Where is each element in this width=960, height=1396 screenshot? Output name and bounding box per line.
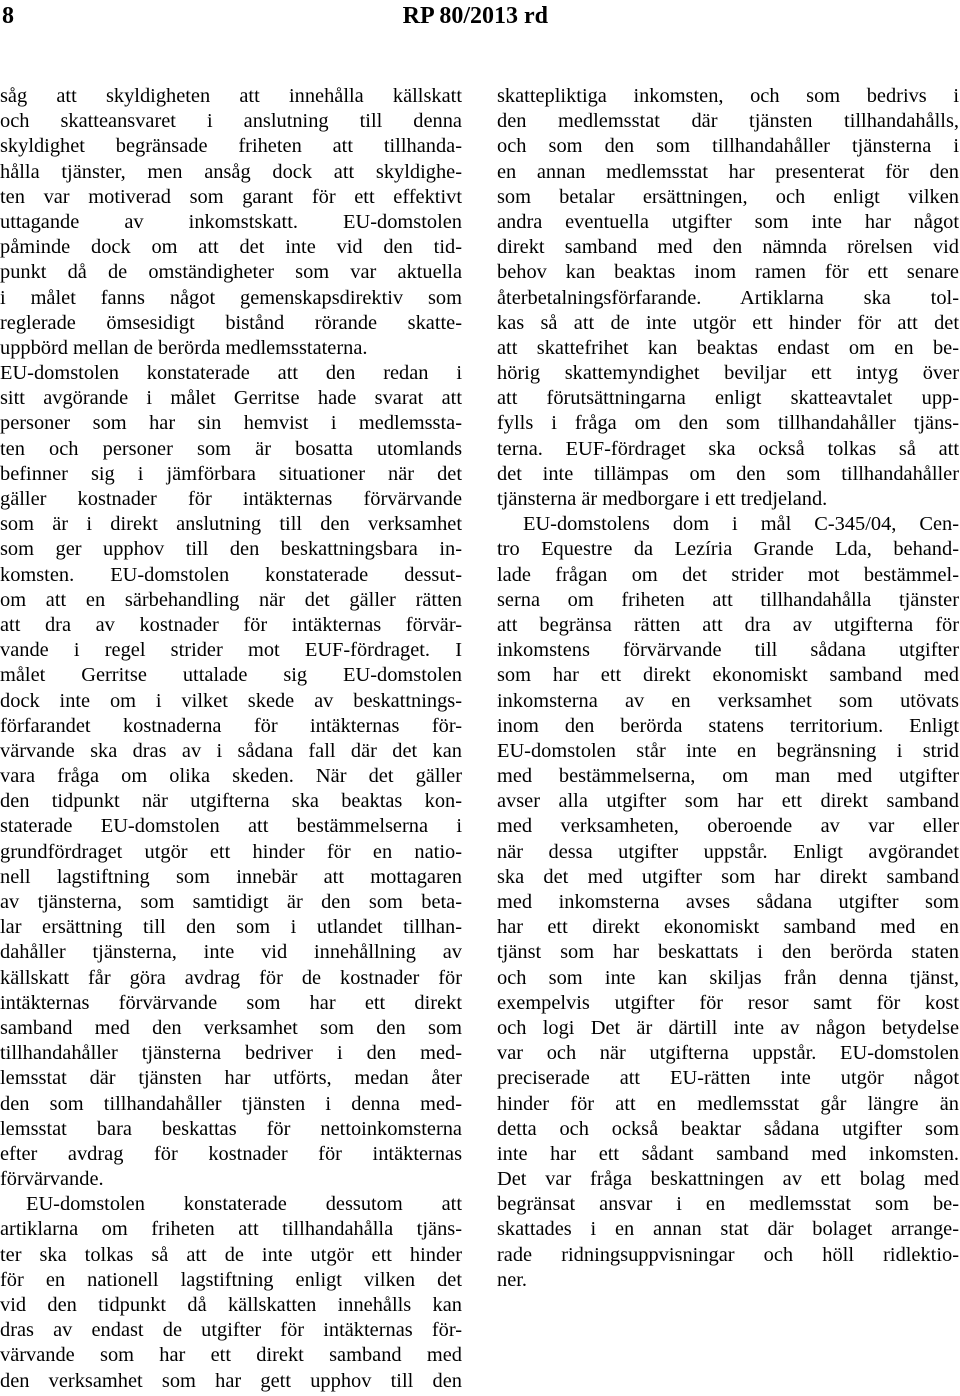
- text-line: förfarandet kostnaderna för intäkternas för-: [0, 714, 462, 737]
- text-line: och logi Det är därtill inte av någon betydelse: [497, 1016, 959, 1039]
- text-line: reglerade ömsesidigt bistånd rörande skatte-: [0, 311, 462, 334]
- text-line: som betalar ersättningen, och enligt vilken: [497, 185, 959, 208]
- text-line: personer som har sin hemvist i medlemssta-: [0, 412, 462, 435]
- text-line: EU-domstolen konstaterade dessutom att: [26, 1193, 462, 1216]
- text-line: att förutsättningarna enligt skatteavtalet upp-: [497, 387, 959, 410]
- text-line: tjänsterna är medborgare i ett tredjeland.: [497, 488, 828, 510]
- text-line: var och när utgifterna uppstår. EU-domstolen: [497, 1042, 959, 1065]
- text-line: serna om friheten att tillhandahålla tjänster: [497, 588, 959, 611]
- text-line: uttagande av inkomstskatt. EU-domstolen: [0, 210, 462, 233]
- text-line: det inte tillämpas om den som tillhandahåller: [497, 462, 959, 485]
- text-line: källskatt får göra avdrag för de kostnader för: [0, 966, 462, 989]
- text-line: ter ska tolkas så att de inte utgör ett hinder: [0, 1243, 462, 1266]
- text-line: om att en särbehandling när det gäller rätten: [0, 588, 462, 611]
- text-line: kas så att de inte utgör ett hinder för att det: [497, 311, 959, 334]
- text-line: lemsstat där tjänsten har utförts, medan åter: [0, 1067, 462, 1090]
- text-line: hinder för att en medlemsstat går längre än: [497, 1092, 959, 1115]
- text-line: avser alla utgifter som har ett direkt samband: [497, 790, 959, 813]
- document-reference: RP 80/2013 rd: [402, 3, 548, 29]
- text-line: den tidpunkt när utgifterna ska beaktas kon-: [0, 790, 462, 813]
- text-line: detta och också beaktar sådana utgifter som: [497, 1117, 959, 1140]
- text-line: nell lagstiftning som innebär att mottagaren: [0, 865, 462, 888]
- text-line: vara fråga om olika skeden. När det gäller: [0, 765, 462, 788]
- text-line: inkomsterna av en verksamhet som utövats: [497, 689, 959, 712]
- text-line: som är i direkt anslutning till den verksamhet: [0, 513, 462, 536]
- text-line: tjänst som har beskattats i den berörda staten: [497, 941, 959, 964]
- text-line: terna. EUF-fördraget ska också tolkas så att: [497, 437, 959, 460]
- text-line: Det var fråga beskattningen av ett bolag med: [497, 1168, 959, 1191]
- text-line: med verksamheten, oberoende av var eller: [497, 815, 959, 838]
- text-line: inkomstens förvärvande till sådana utgifter: [497, 639, 959, 662]
- text-line: andra eventuella utgifter som inte har något: [497, 210, 959, 233]
- text-line: skattades i en annan stat där bolaget arrange-: [497, 1218, 959, 1241]
- text-line: den verksamhet som har gett upphov till den: [0, 1369, 462, 1392]
- text-line: EU-domstolen står inte en begränsning i strid: [497, 739, 959, 762]
- text-line: begränsat ansvar i en medlemsstat som be-: [497, 1193, 959, 1216]
- text-line: med inkomsterna avses sådana utgifter som: [497, 891, 959, 913]
- text-line: tro Equestre da Lezíria Grande Lda, behand-: [497, 538, 959, 561]
- text-line: ska det med utgifter som har direkt samband: [497, 865, 959, 888]
- text-line: exempelvis utgifter för resor samt för kost: [497, 991, 959, 1014]
- text-line: skattepliktiga inkomsten, och som bedrivs i: [497, 85, 959, 107]
- text-line: behov kan beaktas inom ramen för ett senare: [497, 261, 959, 284]
- text-line: intäkternas förvärvande som har ett direkt: [0, 991, 462, 1014]
- text-line: dahåller tjänsterna, inte vid innehållning av: [0, 941, 462, 964]
- text-line: ten var motiverad som garant för ett effektivt: [0, 185, 462, 208]
- text-line: att skattefrihet kan beaktas endast om en be-: [497, 336, 959, 359]
- text-line: målet Gerritse uttalade sig EU-domstolen: [0, 664, 462, 687]
- text-line: lade frågan om det strider mot bestämmel-: [497, 563, 959, 586]
- text-line: med bestämmelserna, om man med utgifter: [497, 765, 959, 788]
- text-line: EU-domstolen konstaterade att den redan i: [0, 362, 462, 385]
- text-line: av tjänsterna, som samtidigt är den som beta-: [0, 891, 462, 913]
- text-line: inom den berörda statens territorium. Enligt: [497, 714, 959, 737]
- text-line: som ger upphov till den beskattningsbara in-: [0, 538, 462, 561]
- text-line: påminde dock om att det inte vid den tid-: [0, 236, 462, 259]
- text-line: värvande ska dras av i sådana fall där det kan: [0, 739, 462, 762]
- text-line: den som tillhandahåller tjänsten i denna med-: [0, 1092, 462, 1115]
- text-line: och skatteansvaret i anslutning till denna: [0, 110, 462, 133]
- text-line: värvande som har ett direkt samband med: [0, 1344, 462, 1367]
- text-line: när dessa utgifter uppstår. Enligt avgörandet: [497, 840, 959, 863]
- text-line: dras av endast de utgifter för intäkternas för-: [0, 1319, 462, 1342]
- text-line: lemsstat bara beskattas för nettoinkomsterna: [0, 1117, 462, 1140]
- text-line: EU-domstolens dom i mål C-345/04, Cen-: [523, 513, 959, 536]
- text-line: att dra av kostnader för intäkternas förvär-: [0, 613, 462, 636]
- text-line: ner.: [497, 1268, 528, 1291]
- text-line: skyldighet begränsade friheten att tillhanda-: [0, 135, 462, 158]
- text-line: dock inte om i vilket skede av beskattnings-: [0, 689, 462, 712]
- text-line: återbetalningsförfarande. Artiklarna ska tol-: [497, 286, 959, 309]
- text-line: och som den som tillhandahåller tjänsterna i: [497, 135, 959, 158]
- text-line: punkt då de omständigheter som var aktuella: [0, 261, 462, 284]
- text-line: inte har ett sådant samband med inkomsten.: [497, 1142, 959, 1165]
- text-line: vid den tidpunkt då källskatten innehålls kan: [0, 1294, 462, 1316]
- text-line: lar ersättning till den som i utlandet tillhan-: [0, 916, 462, 939]
- text-line: har ett direkt ekonomiskt samband med en: [497, 916, 959, 939]
- text-line: den medlemsstat där tjänsten tillhandahålls,: [497, 110, 959, 133]
- text-line: fylls i fråga om den som tillhandahåller tjäns-: [497, 412, 959, 435]
- text-line: för en nationell lagstiftning enligt vilken det: [0, 1268, 462, 1291]
- text-line: grundfördraget utgör ett hinder för en natio-: [0, 840, 462, 863]
- text-line: ten och personer som är bosatta utomlands: [0, 437, 462, 460]
- text-line: hålla tjänster, men ansåg dock att skyldighe-: [0, 160, 462, 183]
- text-line: preciserade att EU-rätten inte utgör något: [497, 1067, 959, 1090]
- text-line: hörig skattemyndighet beviljar ett intyg över: [497, 362, 959, 385]
- text-line: tillhandahåller tjänsterna bedriver i den med-: [0, 1042, 462, 1065]
- text-line: komsten. EU-domstolen konstaterade dessut-: [0, 563, 462, 586]
- text-line: som har ett direkt ekonomiskt samband med: [497, 664, 959, 687]
- text-line: och som inte kan skiljas från denna tjänst,: [497, 966, 959, 989]
- text-line: rade ridningsuppvisningar och höll ridlektio-: [497, 1243, 959, 1266]
- text-line: förvärvande.: [0, 1168, 104, 1191]
- text-line: gäller kostnader för intäkternas förvärvande: [0, 488, 462, 510]
- text-line: en annan medlemsstat har presenterat för den: [497, 160, 959, 183]
- text-line: att begränsa rätten att dra av utgifterna för: [497, 613, 959, 636]
- text-line: direkt samband med den nämnda rörelsen vid: [497, 236, 959, 259]
- text-line: befinner sig i jämförbara situationer när det: [0, 462, 462, 485]
- text-line: staterade EU-domstolen att bestämmelserna i: [0, 815, 462, 838]
- text-line: i målet fanns något gemenskapsdirektiv som: [0, 286, 462, 309]
- text-line: uppbörd mellan de berörda medlemsstaterna.: [0, 336, 368, 359]
- page-number: 8: [2, 3, 14, 29]
- right-text-column: [497, 84, 959, 1293]
- text-line: sitt avgörande i målet Gerritse hade svarat att: [0, 387, 462, 410]
- text-line: såg att skyldigheten att innehålla källskatt: [0, 85, 462, 107]
- text-line: vande i regel strider mot EUF-fördraget. I: [0, 639, 462, 662]
- left-text-column: [0, 84, 462, 1394]
- text-line: artiklarna om friheten att tillhandahålla tjäns-: [0, 1218, 462, 1241]
- text-line: efter avdrag för kostnader för intäkternas: [0, 1142, 462, 1165]
- text-line: samband med den verksamhet som den som: [0, 1016, 462, 1039]
